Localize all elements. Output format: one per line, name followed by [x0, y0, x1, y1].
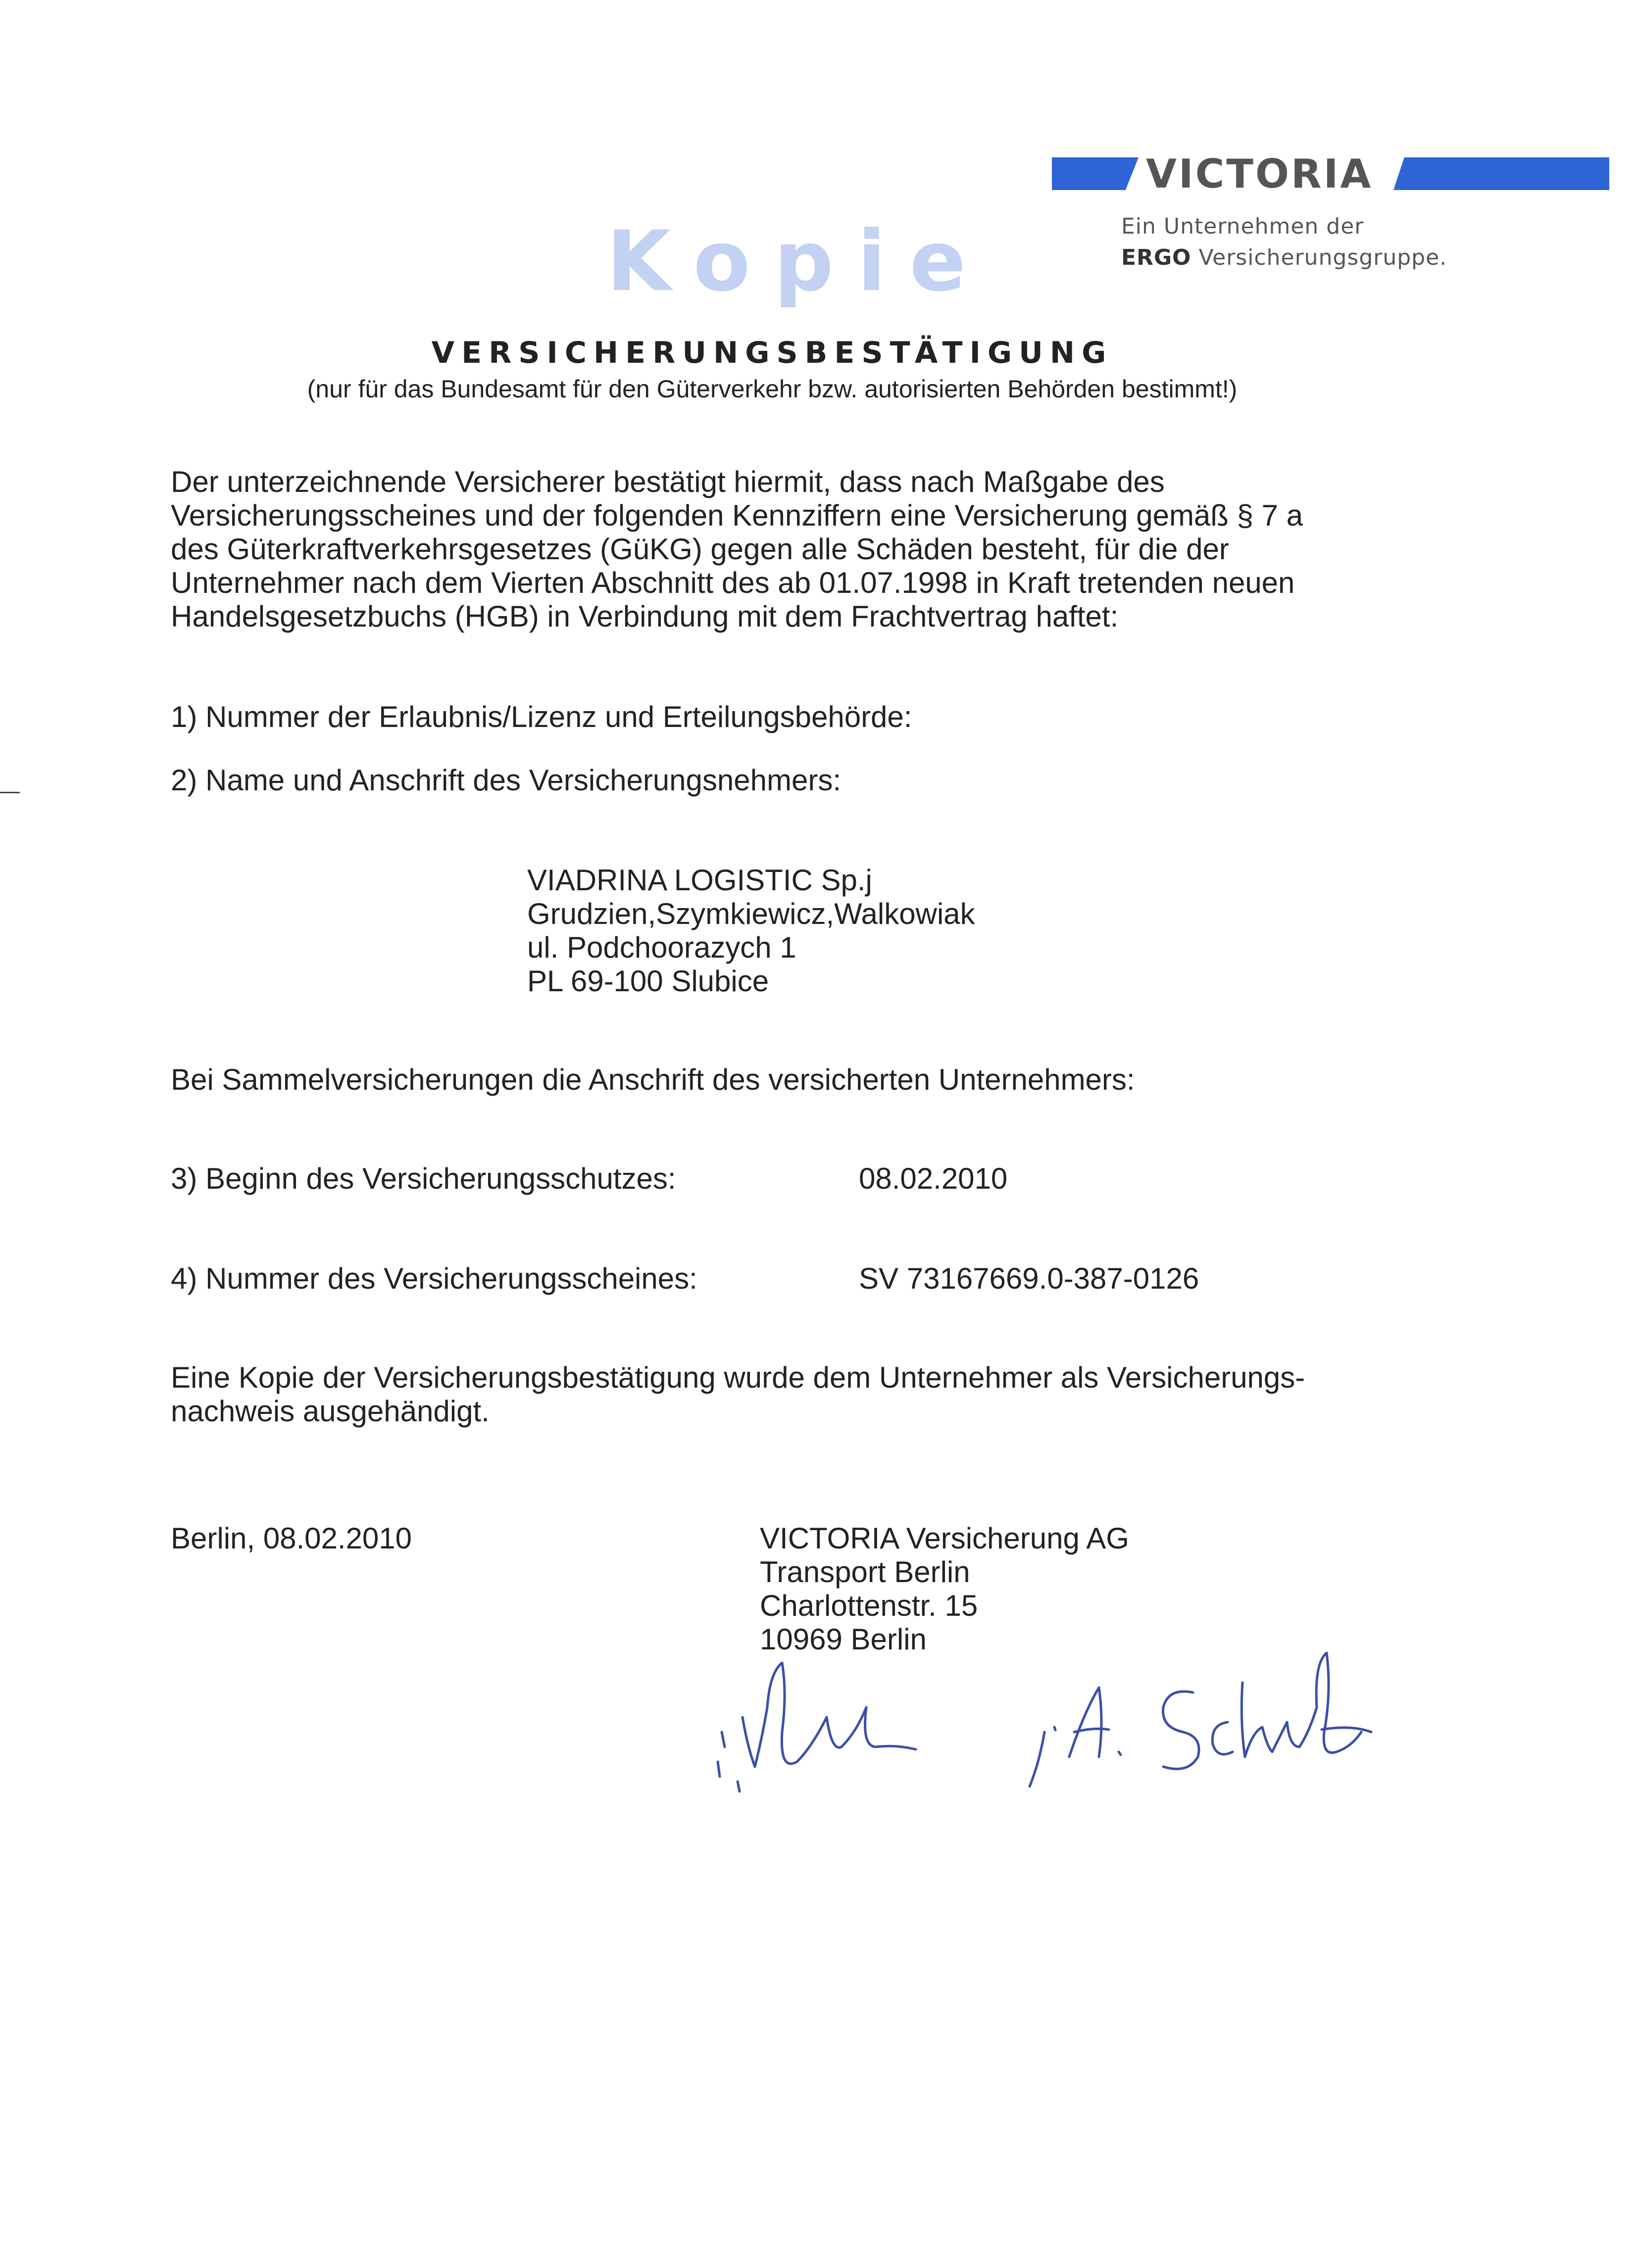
- intro-line: des Güterkraftverkehrsgesetzes (GüKG) gegen alle Schäden besteht, für die der: [171, 532, 1229, 566]
- kopie-stamp: Kopie: [606, 213, 990, 310]
- item-3-value: 08.02.2010: [859, 1162, 1008, 1195]
- signature-1-stroke: [722, 1732, 725, 1747]
- issuer-line: Charlottenstr. 15: [760, 1589, 978, 1622]
- item-4-value: SV 73167669.0-387-0126: [859, 1262, 1199, 1295]
- intro-line: Handelsgesetzbuchs (HGB) in Verbindung mit dem Frachtvertrag haftet:: [171, 600, 1119, 633]
- signature-1-stroke: [743, 1663, 916, 1767]
- address-line: ul. Podchoorazych 1: [527, 931, 796, 964]
- handwritten-signatures: [708, 1633, 1401, 1821]
- closing-line: Eine Kopie der Versicherungsbestätigung wurde dem Unternehmer als Versicherungs-: [171, 1361, 1305, 1394]
- logo-subline-2-rest: Versicherungsgruppe.: [1191, 245, 1447, 270]
- intro-paragraph: [171, 465, 1483, 633]
- signature-1-stroke: [738, 1782, 740, 1791]
- policyholder-address: [527, 864, 975, 998]
- logo-bar-right: [1393, 157, 1609, 190]
- issuer-line: 10969 Berlin: [760, 1623, 927, 1656]
- intro-line: Unternehmer nach dem Vierten Abschnitt des ab 01.07.1998 in Kraft tretenden neuen: [171, 566, 1295, 599]
- logo-brand-name: VICTORIA: [1146, 151, 1373, 197]
- place-date: Berlin, 08.02.2010: [171, 1522, 412, 1555]
- item-3-label: 3) Beginn des Versicherungsschutzes:: [171, 1162, 676, 1195]
- logo-bar-left: [1052, 157, 1139, 190]
- signature-2-stroke: [1054, 1727, 1055, 1730]
- signature-2-stroke: [1069, 1688, 1101, 1757]
- logo-subline-1: Ein Unternehmen der: [1121, 214, 1364, 239]
- intro-line: Versicherungsscheines und der folgenden Kennziffern eine Versicherung gemäß § 7 a: [171, 499, 1303, 532]
- issuer-line: VICTORIA Versicherung AG: [760, 1522, 1129, 1555]
- address-line: Grudzien,Szymkiewicz,Walkowiak: [527, 897, 975, 930]
- signature-2-stroke: [1163, 1691, 1199, 1769]
- fold-mark: [0, 792, 20, 793]
- logo-subline-2: [1121, 245, 1447, 270]
- logo-ergo: ERGO: [1121, 245, 1191, 270]
- address-line: PL 69-100 Slubice: [527, 965, 769, 998]
- victoria-logo: [1052, 151, 1609, 197]
- item-4-label: 4) Nummer des Versicherungsscheines:: [171, 1262, 697, 1295]
- closing-paragraph: [171, 1361, 1305, 1428]
- signature-2-stroke: [1212, 1722, 1233, 1754]
- issuer-line: Transport Berlin: [760, 1555, 970, 1589]
- document-subtitle: (nur für das Bundesamt für den Güterverkehr bzw. autorisierten Behörden bestimmt!): [307, 375, 1238, 403]
- signature-1-stroke: [718, 1762, 720, 1777]
- document-title: VERSICHERUNGSBESTÄTIGUNG: [431, 336, 1113, 370]
- sammel-label: Bei Sammelversicherungen die Anschrift des versicherten Unternehmers:: [171, 1063, 1135, 1096]
- signature-2-stroke: [1322, 1728, 1371, 1732]
- closing-line: nachweis ausgehändigt.: [171, 1395, 490, 1428]
- signature-2-stroke: [1030, 1732, 1044, 1786]
- intro-line: Der unterzeichnende Versicherer bestätigt hiermit, dass nach Maßgabe des: [171, 465, 1165, 498]
- signature-2-stroke: [1119, 1752, 1121, 1755]
- signature-2-stroke: [1241, 1653, 1361, 1757]
- address-line: VIADRINA LOGISTIC Sp.j: [527, 864, 872, 897]
- item-1-label: 1) Nummer der Erlaubnis/Lizenz und Erteilungsbehörde:: [171, 700, 912, 733]
- item-2-label: 2) Name und Anschrift des Versicherungsnehmers:: [171, 764, 842, 797]
